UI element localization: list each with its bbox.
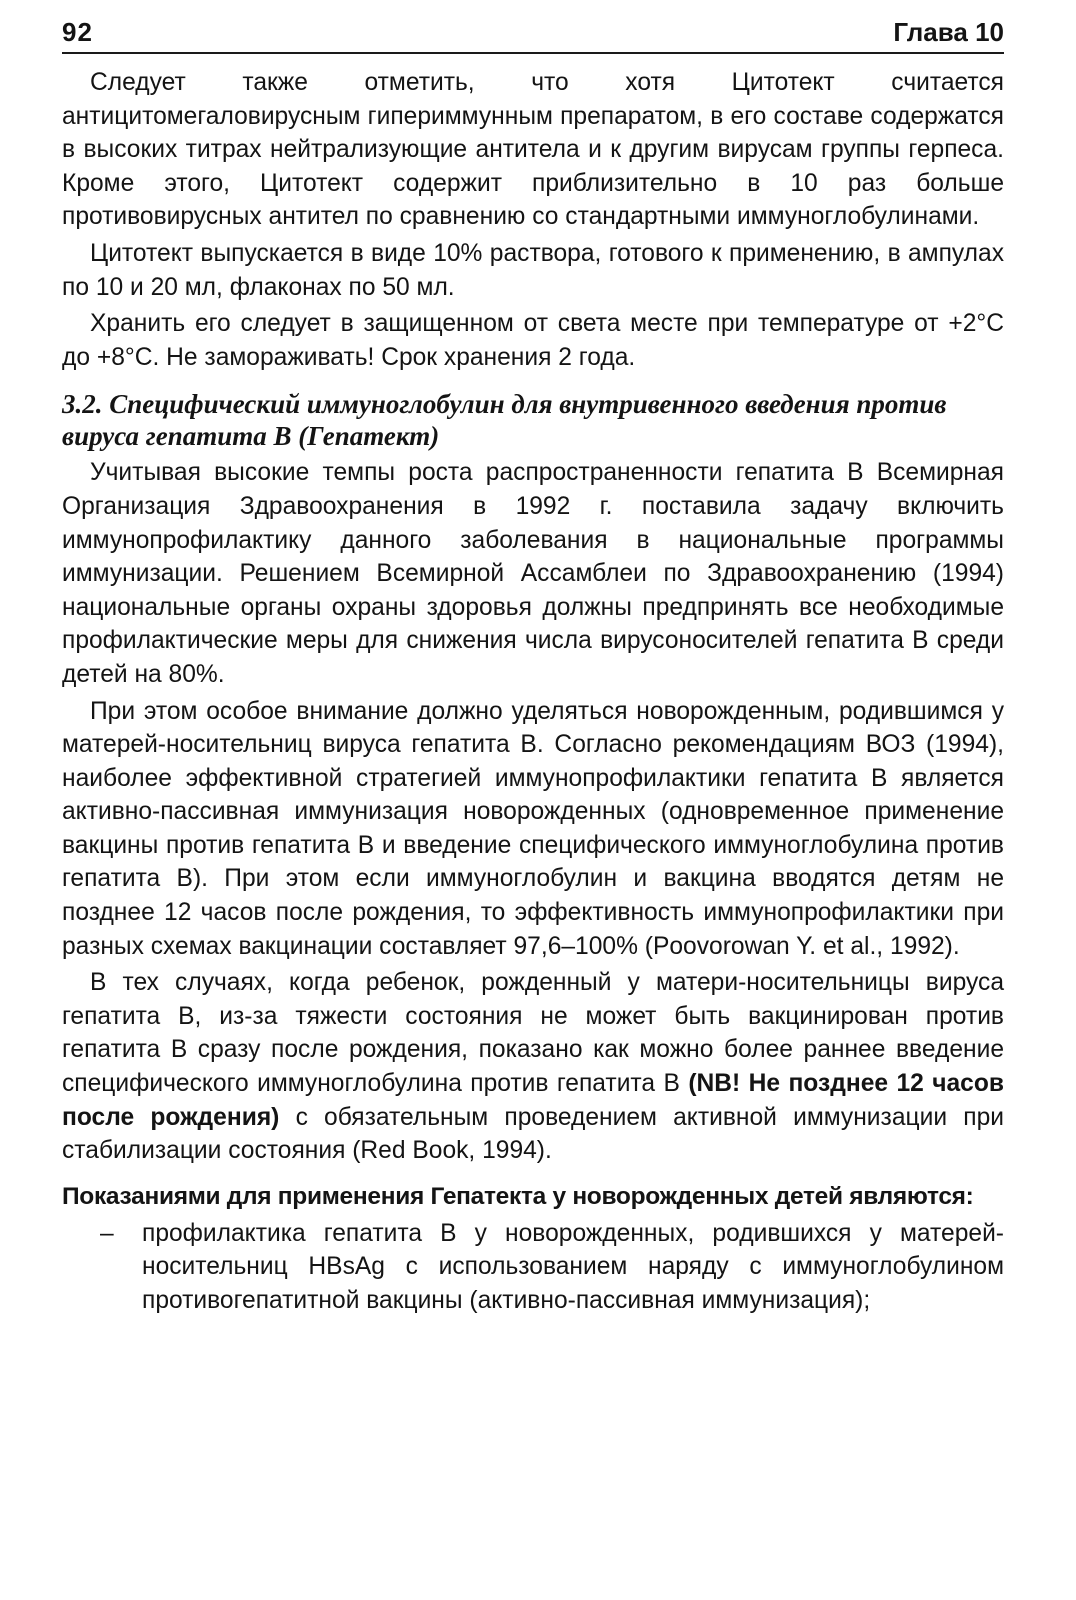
- nb-note: (NB! Не позднее 12 часов после рождения): [62, 1070, 1004, 1131]
- paragraph: Хранить его следует в защищенном от света месте при температуре от +2°С до +8°С. Не замораживать! Срок хранения 2 года.: [62, 310, 1004, 371]
- paragraph-text: В тех случаях, когда ребенок, рожденный у матери-носительницы вируса гепатита В, из-за тяжести состояния не может быть вакцинирован против гепатита В сразу после рождения, показано как можно более раннее введение специфического иммуноглобулина против гепатита В: [62, 969, 1004, 1098]
- dash-bullet: –: [100, 1219, 114, 1247]
- running-head: [62, 14, 1004, 54]
- paragraph: Учитывая высокие темпы роста распространенности гепатита В Всемирная Организация Здравоохранения в 1992 г. поставила задачу включить иммунопрофилактику данного заболевания в национальные программы иммунизации. Решением Всемирной Ассамблеи по Здравоохранению (1994) национальные органы охраны здоровья должны предпринять все необходимые профилактические меры для снижения числа вирусоносителей гепатита В среди детей на 80%.: [62, 459, 1004, 688]
- paragraph-with-note: [62, 966, 1004, 1168]
- page-number: 92: [62, 17, 93, 47]
- section-heading: 3.2. Специфический иммуноглобулин для внутривенного введения против вируса гепатита В (Гепатект): [62, 389, 947, 452]
- paragraph: Следует также отметить, что хотя Цитотект считается антицитомегаловирусным гипериммунным препаратом, в его составе содержатся в высоких титрах нейтрализующие антитела и к другим вирусам группы герпеса. Кроме этого, Цитотект содержит приблизительно в 10 раз больше противовирусных антител по сравнению со стандартными иммуноглобулинами.: [62, 69, 1004, 231]
- chapter-title: Глава 10: [893, 17, 1004, 47]
- indications-list: [62, 1217, 1004, 1318]
- list-item-text: профилактика гепатита В у новорожденных, родившихся у матерей-носительниц HBsAg с использованием наряду с иммуноглобулином противогепатитной вакцины (активно-пассивная иммунизация);: [142, 1219, 1004, 1314]
- list-item: [62, 1217, 1004, 1318]
- paragraph: Цитотект выпускается в виде 10% раствора, готового к применению, в ампулах по 10 и 20 мл, флаконах по 50 мл.: [62, 239, 1004, 301]
- paragraph-text: с обязательным проведением активной иммунизации при стабилизации состояния (Red Book, 1994).: [62, 1103, 1004, 1165]
- intro-text-block: [62, 66, 1004, 374]
- indications-heading: Показаниями для применения Гепатекта у новорожденных детей являются:: [62, 1182, 974, 1210]
- paragraph: При этом особое внимание должно уделяться новорожденным, родившимся у матерей-носительниц вируса гепатита В. Согласно рекомендациям ВОЗ (1994), наиболее эффективной стратегией иммунопрофилактики гепатита В является активно-пассивная иммунизация новорожденных (одновременное применение вакцины против гепатита В и введение специфического иммуноглобулина против гепатита В). При этом если иммуноглобулин и вакцина вводятся детям не позднее 12 часов после рождения, то эффективность иммунопрофилактики при разных схемах вакцинации составляет 97,6–100% (Poovorowan Y. et al., 1992).: [62, 697, 1004, 960]
- section-text-block: [62, 456, 1004, 1167]
